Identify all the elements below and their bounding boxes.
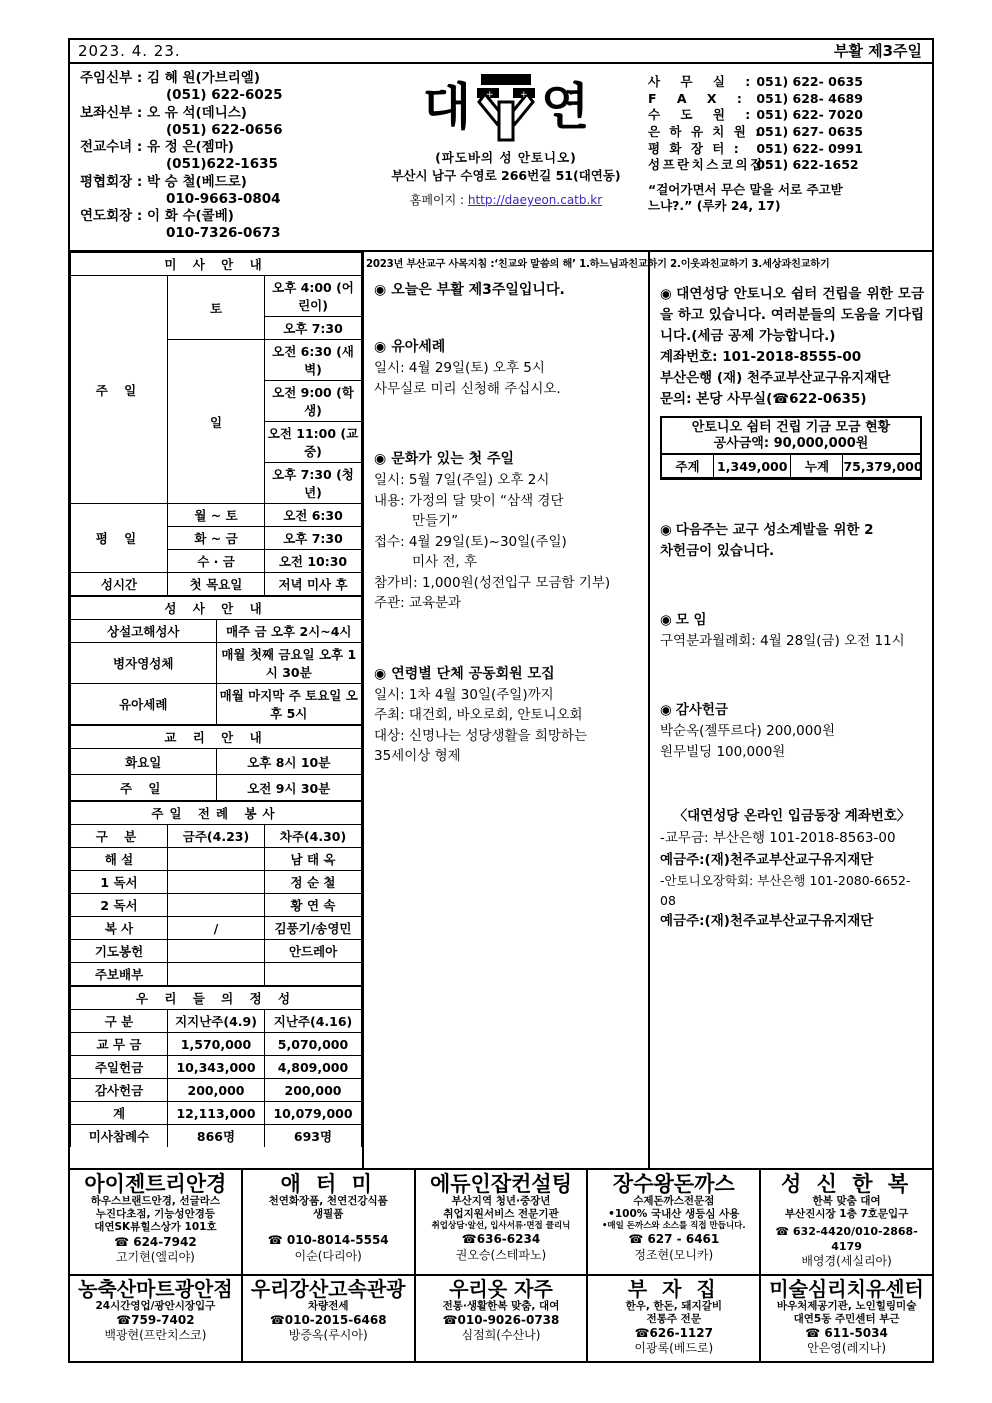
ad-name: 아이젠트리안경 xyxy=(84,1172,227,1197)
mass-schedule-table xyxy=(70,252,362,596)
sacrament-title: 성 사 안 내 xyxy=(71,597,362,620)
catechism-label-1: 주 일 xyxy=(71,775,217,801)
mass-sun-time-0: 오전 6:30 (새벽) xyxy=(265,340,362,381)
staff-name-4: 이 화 수(콜베) xyxy=(146,208,234,225)
staff-tel-0: (051) 622-6025 xyxy=(166,87,283,104)
left-column xyxy=(70,252,364,1168)
ad-desc-line: •100% 국내산 생등심 사용 xyxy=(608,1208,740,1221)
ad-desc-line: 생필품 xyxy=(312,1208,344,1221)
ad-desc-line: 전통·생활한복 맞춤, 대여 xyxy=(442,1299,560,1312)
homepage-label: 홈페이지 : xyxy=(409,193,465,207)
liturgy-role-4: 기도봉헌 xyxy=(71,940,168,963)
ad-desc-line: 전통주 전문 xyxy=(646,1312,701,1325)
mass-sun-time-3: 오후 7:30 (청년) xyxy=(265,463,362,504)
offering-v1-2: 200,000 xyxy=(168,1079,265,1102)
ad-name: 우리옷 자주 xyxy=(449,1276,553,1301)
fund-weekly-value: 1,349,000 xyxy=(714,454,791,478)
offering-v1-4: 866명 xyxy=(168,1125,265,1148)
offering-v2-0: 5,070,000 xyxy=(265,1033,362,1056)
liturgy-col-0: 구 분 xyxy=(71,825,168,848)
liturgy-role-2: 2 독서 xyxy=(71,894,168,917)
sacrament-label-1: 병자영성체 xyxy=(71,643,217,684)
notice-title-0: 오늘은 부활 제3주일입니다. xyxy=(391,282,565,298)
ad-phone: ☎ 611-5034 xyxy=(805,1325,888,1340)
parish-logo xyxy=(370,68,642,146)
offering-label-4: 미사참례수 xyxy=(71,1125,168,1148)
thanks-title: 감사헌금 xyxy=(675,701,728,718)
staff-role-3: 평협회장 : xyxy=(80,173,143,190)
online-account-line-0: -교무금: 부산은행 101-2018-8563-00 xyxy=(660,830,896,847)
bulletin-body xyxy=(70,252,932,1170)
staff-tel-4: 010-7326-0673 xyxy=(166,225,281,242)
sacrament-table xyxy=(70,596,362,725)
staff-role-1: 보좌신부 : xyxy=(80,104,143,121)
fund-title-line1: 안토니오 쉼터 건립 기금 모금 현황 xyxy=(691,419,891,435)
liturgy-this-3: / xyxy=(168,917,265,940)
notice-group-recruitment xyxy=(374,664,640,767)
svg-text:+: + xyxy=(486,90,494,100)
parish-identity xyxy=(370,64,642,250)
logo-char-right: 연 xyxy=(541,78,590,136)
meeting-title: 모 임 xyxy=(675,611,707,628)
notice-3-line-3: 35세이상 형제 xyxy=(374,748,461,765)
ad-contact-person: 배영경(세실리아) xyxy=(801,1253,892,1268)
offering-v2-3: 10,079,000 xyxy=(265,1102,362,1125)
thanks-line-1: 원무빌딩 100,000원 xyxy=(660,743,786,760)
ad-desc-line: 바우처제공기관, 노인힐링미술 xyxy=(776,1299,917,1312)
ad-phone: ☎ 624-7942 xyxy=(114,1234,197,1249)
contact-key-1: F A X : xyxy=(648,90,750,106)
notice-2-line-3: 접수: 4월 29일(토)~30일(주일) xyxy=(374,533,567,550)
ad-desc-line: 부산지역 청년·중장년 xyxy=(451,1195,551,1208)
bullet-icon: ◉ xyxy=(374,451,387,468)
ad-contact-person: 이광록(베드로) xyxy=(634,1341,714,1356)
ad-desc-line: 부산진시장 1층 7호문입구 xyxy=(784,1208,909,1221)
contact-val-1: 051) 628- 4689 xyxy=(756,90,863,106)
contact-block xyxy=(642,64,932,250)
liturgy-next-0: 남 태 옥 xyxy=(265,848,362,871)
ad-phone: ☎636-6234 xyxy=(461,1232,541,1246)
staff-tel-1: (051) 622-0656 xyxy=(166,121,283,138)
catechism-table xyxy=(70,725,362,801)
offering-label-3: 계 xyxy=(71,1102,168,1125)
notice-3-line-0: 일시: 1차 4월 30일(주일)까지 xyxy=(374,686,554,703)
offering-v2-1: 4,809,000 xyxy=(265,1056,362,1079)
ad-phone: ☎010-9026-0738 xyxy=(442,1312,560,1327)
staff-name-0: 김 혜 원(가브리엘) xyxy=(146,70,260,86)
pastoral-guideline-banner: 2023년 부산교구 사목지침 :‘친교와 말씀의 해’ 1.하느님과친교하기 2.이웃과친교하기 3.세상과친교하기 xyxy=(366,259,830,270)
ad-contact-person: 방증옥(루시아) xyxy=(288,1328,368,1343)
online-account-line-2: -안토니오장학회: 부산은행 101-2080-6652-08 xyxy=(660,873,911,909)
table-row xyxy=(71,1056,362,1079)
offering-col-1: 지지난주(4.9) xyxy=(168,1010,265,1033)
mass-sun-label: 일 xyxy=(168,340,265,504)
logo-char-left: 대 xyxy=(422,78,471,136)
liturgy-role-5: 주보배부 xyxy=(71,963,168,986)
ad-card[interactable] xyxy=(761,1170,932,1275)
notice-today xyxy=(374,280,640,301)
catechism-label-0: 화요일 xyxy=(71,749,217,775)
offering-label-0: 교 무 금 xyxy=(71,1033,168,1056)
fund-title-line2: 공사금액: 90,000,000원 xyxy=(713,435,869,451)
liturgy-this-2 xyxy=(168,894,265,917)
staff-list xyxy=(80,70,370,243)
mass-holyhour-time: 저녁 미사 후 xyxy=(265,573,362,596)
svg-text:+: + xyxy=(520,90,528,100)
ad-phone: ☎ 627 - 6461 xyxy=(628,1232,720,1246)
liturgy-col-1: 금주(4.23) xyxy=(168,825,265,848)
mass-schedule-title: 미 사 안 내 xyxy=(71,253,362,276)
ad-desc-line: 누진다초점, 기능성안경등 xyxy=(95,1208,215,1221)
franciscan-cross-icon xyxy=(473,72,539,142)
bullet-icon: ◉ xyxy=(374,665,387,682)
table-row xyxy=(71,848,362,871)
liturgy-col-2: 차주(4.30) xyxy=(265,825,362,848)
gospel-quote-line2: 느냐?.” (루카 24, 17) xyxy=(648,198,781,213)
ad-name: 애 터 미 xyxy=(280,1172,376,1197)
liturgy-next-3: 김풍기/송영민 xyxy=(265,917,362,940)
ad-card[interactable] xyxy=(416,1170,589,1275)
bullet-icon: ◉ xyxy=(660,286,673,302)
sacrament-value-2: 매월 마지막 주 토요일 오후 5시 xyxy=(216,684,362,725)
table-row xyxy=(71,917,362,940)
contact-val-0: 051) 622- 0635 xyxy=(756,74,863,89)
fund-weekly-label: 주계 xyxy=(662,454,714,478)
liturgy-role-0: 해 설 xyxy=(71,848,168,871)
mass-sat-label: 토 xyxy=(168,276,265,340)
ad-name: 성 신 한 복 xyxy=(781,1172,913,1197)
masthead xyxy=(70,64,932,252)
ad-desc-line: 취업상담·알선, 입사서류·면접 클리닉 xyxy=(431,1221,571,1232)
offering-v1-3: 12,113,000 xyxy=(168,1102,265,1125)
notice-culture-sunday xyxy=(374,449,640,614)
liturgy-service-table xyxy=(70,801,362,986)
homepage-link[interactable]: http://daeyeon.catb.kr xyxy=(467,193,603,207)
contact-key-2: 수 도 원 : xyxy=(648,107,759,123)
mass-weekday-time-0: 오전 6:30 xyxy=(265,504,362,527)
liturgy-next-1: 정 순 철 xyxy=(265,871,362,894)
gospel-quote xyxy=(648,182,924,215)
staff-tel-3: 010-9663-0804 xyxy=(166,190,281,207)
liturgy-title: 주일 전례 봉사 xyxy=(71,802,362,825)
notice-infant-baptism xyxy=(374,337,640,399)
offering-v2-2: 200,000 xyxy=(265,1079,362,1102)
ad-phone: ☎ 632-4420/010-2868-4179 xyxy=(775,1225,918,1253)
table-row xyxy=(71,871,362,894)
ad-name: 장수왕돈까스 xyxy=(612,1172,735,1197)
bullet-icon: ◉ xyxy=(660,611,672,628)
contact-key-0: 사 무 실 : xyxy=(648,74,759,89)
mass-weekday-label: 평 일 xyxy=(71,504,168,573)
fund-cumulative-value: 75,379,000 xyxy=(843,454,920,478)
ad-desc-line: 하우스브랜드안경, 선글라스 xyxy=(90,1195,221,1208)
liturgy-next-5 xyxy=(265,963,362,986)
contact-val-4: 051) 622- 0991 xyxy=(756,140,863,156)
ad-row-2 xyxy=(70,1276,932,1361)
advertisement-section xyxy=(70,1170,932,1361)
staff-block xyxy=(70,64,370,250)
ad-card[interactable] xyxy=(243,1276,416,1361)
ad-card[interactable] xyxy=(588,1170,761,1275)
second-collection-line1: 다음주는 교구 성소계발을 위한 2 xyxy=(675,522,874,539)
contact-val-5: 051) 622-1652 xyxy=(756,157,859,173)
staff-name-3: 박 승 철(베드로) xyxy=(146,173,247,190)
bullet-icon: ◉ xyxy=(374,339,387,355)
ad-contact-person: 백광현(프란치스코) xyxy=(104,1328,207,1343)
ad-phone: ☎759-7402 xyxy=(116,1312,195,1327)
mass-sat-time-0: 오후 4:00 (어린이) xyxy=(265,276,362,317)
ad-phone: ☎626-1127 xyxy=(634,1325,713,1340)
mass-sun-time-2: 오전 11:00 (교중) xyxy=(265,422,362,463)
online-account-line-3: 예금주:(재)천주교부산교구유지재단 xyxy=(660,913,874,930)
ad-name: 농축산마트광안점 xyxy=(78,1276,233,1301)
ad-desc-line: 한우, 한돈, 돼지갈비 xyxy=(625,1299,722,1312)
notice-3-line-2: 대상: 신명나는 성당생활을 희망하는 xyxy=(374,727,588,744)
catechism-value-0: 오후 8시 10분 xyxy=(216,749,362,775)
patron-saint: (파도바의 성 안토니오) xyxy=(435,150,577,165)
notice-1-line-0: 일시: 4월 29일(토) 오후 5시 xyxy=(374,360,545,376)
table-row xyxy=(71,1079,362,1102)
notice-2-line-2: 만들기” xyxy=(412,513,459,530)
catechism-value-1: 오전 9시 30분 xyxy=(216,775,362,801)
ad-card[interactable] xyxy=(588,1276,761,1361)
table-row xyxy=(71,940,362,963)
sacrament-value-0: 매주 금 오후 2시~4시 xyxy=(216,620,362,643)
staff-name-1: 오 유 석(데니스) xyxy=(146,104,247,121)
ad-desc-line: 대연5동 주민센터 부근 xyxy=(793,1312,900,1325)
mass-sun-time-1: 오전 9:00 (학생) xyxy=(265,381,362,422)
table-row xyxy=(71,894,362,917)
middle-notices xyxy=(364,274,648,767)
ad-contact-person: 권오승(스테파노) xyxy=(455,1247,547,1262)
meeting-line: 구역분과월례회: 4월 28일(금) 오전 11시 xyxy=(660,632,905,649)
mass-weekday-time-2: 오전 10:30 xyxy=(265,550,362,573)
staff-role-2: 전교수녀 : xyxy=(80,139,143,156)
staff-name-2: 유 정 은(젬마) xyxy=(146,139,234,156)
ad-phone: ☎010-2015-6468 xyxy=(269,1312,387,1327)
notice-3-line-1: 주최: 대건회, 바오로회, 안토니오회 xyxy=(374,707,583,724)
liturgy-this-5 xyxy=(168,963,265,986)
offering-table xyxy=(70,986,362,1147)
notice-meetings xyxy=(660,610,924,652)
ad-contact-person: 정조현(모니카) xyxy=(634,1247,714,1262)
ad-contact-person: 안은영(레지나) xyxy=(807,1341,887,1356)
offering-col-2: 지난주(4.16) xyxy=(265,1010,362,1033)
liturgy-next-2: 황 연 속 xyxy=(265,894,362,917)
staff-role-0: 주임신부 : xyxy=(80,70,143,86)
liturgy-role-3: 복 사 xyxy=(71,917,168,940)
issue-date: 2023. 4. 23. xyxy=(78,41,181,60)
ad-card[interactable] xyxy=(761,1276,932,1361)
date-bar xyxy=(70,40,932,64)
notice-1-line-1: 사무실로 미리 신청해 주십시오. xyxy=(374,380,561,397)
ad-card[interactable] xyxy=(70,1276,243,1361)
ad-name: 미술심리치유센터 xyxy=(769,1276,924,1301)
notice-title-1: 유아세례 xyxy=(391,339,446,355)
ad-desc-line: 한복 맞춤 대여 xyxy=(812,1195,881,1208)
online-account-block xyxy=(660,806,924,932)
shelter-bank: 부산은행 (재) 천주교부산교구유지재단 xyxy=(660,369,891,386)
notice-title-3: 연령별 단체 공동회원 모집 xyxy=(391,665,555,682)
ad-desc-line: 24시간영업/광안시장입구 xyxy=(95,1299,216,1312)
sacrament-label-2: 유아세례 xyxy=(71,684,217,725)
ad-card[interactable] xyxy=(70,1170,243,1275)
contact-val-3: 051) 627- 0635 xyxy=(756,123,863,139)
ad-desc-line: 대연SK뷰힐스상가 101호 xyxy=(94,1221,217,1234)
offering-title: 우 리 들 의 정 성 xyxy=(71,987,362,1010)
staff-role-4: 연도회장 : xyxy=(80,208,143,225)
mass-weekday-time-1: 오후 7:30 xyxy=(265,527,362,550)
table-row xyxy=(71,1033,362,1056)
liturgy-this-0 xyxy=(168,848,265,871)
right-column xyxy=(650,252,932,1168)
offering-v1-0: 1,570,000 xyxy=(168,1033,265,1056)
ad-desc-line: •매일 돈까스와 소스를 직접 만듭니다. xyxy=(601,1221,746,1232)
liturgical-season: 부활 제3주일 xyxy=(833,42,922,60)
mass-weekday-day-2: 수 · 금 xyxy=(168,550,265,573)
shelter-inquiry: 문의: 본당 사무실(☎622-0635) xyxy=(660,390,867,407)
mass-weekday-day-0: 월 ~ 토 xyxy=(168,504,265,527)
contact-list xyxy=(648,74,924,174)
contact-key-3: 은 하 유 치 원 : xyxy=(648,123,763,139)
liturgy-this-1 xyxy=(168,871,265,894)
notice-2-line-6: 주관: 교육분과 xyxy=(374,595,462,612)
offering-label-1: 주일헌금 xyxy=(71,1056,168,1079)
online-account-title: 〈대연성당 온라인 입금동장 계좌번호〉 xyxy=(673,808,911,825)
offering-col-0: 구 분 xyxy=(71,1010,168,1033)
staff-tel-2: (051)622-1635 xyxy=(166,156,278,173)
ad-card[interactable] xyxy=(243,1170,416,1275)
notice-thanksgiving-offering xyxy=(660,700,924,763)
table-row xyxy=(71,1102,362,1125)
ad-name: 에듀인잡컨설팅 xyxy=(429,1172,572,1197)
notice-shelter-fundraising xyxy=(660,284,924,410)
mass-holyhour-day: 첫 목요일 xyxy=(168,573,265,596)
bulletin-frame xyxy=(68,38,934,1363)
notice-2-line-0: 일시: 5월 7일(주일) 오후 2시 xyxy=(374,472,550,489)
contact-key-5: 성프란치스코의집: xyxy=(648,157,773,173)
right-notices xyxy=(650,252,932,933)
sacrament-value-1: 매월 첫째 금요일 오후 1시 30분 xyxy=(216,643,362,684)
contact-val-2: 051) 622- 7020 xyxy=(756,107,863,123)
notice-title-2: 문화가 있는 첫 주일 xyxy=(391,451,515,468)
ad-desc-line: 차량전세 xyxy=(307,1299,349,1312)
thanks-line-0: 박순옥(젤뚜르다) 200,000원 xyxy=(660,722,835,739)
notice-second-collection xyxy=(660,520,924,562)
shelter-paragraph: 대연성당 안토니오 쉼터 건립을 위한 모금을 하고 있습니다. 여러분들의 도움을 기다립니다.(세금 공제 가능합니다.) xyxy=(660,286,925,344)
bullet-icon: ◉ xyxy=(660,522,672,539)
parish-address: 부산시 남구 수영로 266번길 51(대연동) xyxy=(391,168,621,183)
table-row xyxy=(71,963,362,986)
ad-contact-person: 고기현(엘리야) xyxy=(115,1250,195,1265)
ad-card[interactable] xyxy=(416,1276,589,1361)
ad-desc-line: 취업지원서비스 전문기관 xyxy=(443,1208,559,1221)
notice-2-line-5: 참가비: 1,000원(성전입구 모금함 기부) xyxy=(374,574,611,591)
offering-v1-1: 10,343,000 xyxy=(168,1056,265,1079)
mass-sat-time-1: 오후 7:30 xyxy=(265,317,362,340)
mass-weekday-day-1: 화 ~ 금 xyxy=(168,527,265,550)
liturgy-next-4: 안드레아 xyxy=(265,940,362,963)
homepage-row xyxy=(370,191,642,208)
ad-desc-line: 천연화장품, 천연건강식품 xyxy=(268,1195,388,1208)
ad-desc-line: 수제돈까스전문점 xyxy=(633,1195,715,1208)
table-row xyxy=(662,454,920,478)
liturgy-role-1: 1 독서 xyxy=(71,871,168,894)
ad-name: 우리강산고속관광 xyxy=(250,1276,406,1301)
notice-2-line-4: 미사 전, 후 xyxy=(412,554,478,571)
second-collection-line2: 차헌금이 있습니다. xyxy=(660,542,775,559)
ad-row-1 xyxy=(70,1170,932,1275)
fund-progress-table xyxy=(660,416,922,481)
mass-sunday-label: 주 일 xyxy=(71,276,168,504)
ad-phone: ☎ 010-8014-5554 xyxy=(267,1233,389,1248)
notice-2-line-1: 내용: 가정의 달 맞이 “삼색 경단 xyxy=(374,492,564,509)
ad-contact-person: 이순(다리아) xyxy=(294,1248,362,1263)
catechism-title: 교 리 안 내 xyxy=(71,726,362,749)
sacrament-label-0: 상설고해성사 xyxy=(71,620,217,643)
offering-label-2: 감사헌금 xyxy=(71,1079,168,1102)
gospel-quote-line1: “걸어가면서 무슨 말을 서로 주고받 xyxy=(648,181,843,197)
shelter-account: 계좌번호: 101-2018-8555-00 xyxy=(660,348,862,365)
ad-contact-person: 심점희(수산나) xyxy=(461,1328,541,1343)
ad-name: 부 자 집 xyxy=(627,1276,720,1301)
bullet-icon: ◉ xyxy=(374,282,387,298)
mass-holyhour-label: 성시간 xyxy=(71,573,168,596)
contact-key-4: 평 화 장 터 : xyxy=(648,140,742,156)
bullet-icon: ◉ xyxy=(660,701,672,718)
table-row xyxy=(71,1125,362,1148)
fund-cumulative-label: 누계 xyxy=(791,454,843,478)
online-account-line-1: 예금주:(재)천주교부산교구유지재단 xyxy=(660,851,874,868)
offering-v2-4: 693명 xyxy=(265,1125,362,1148)
liturgy-this-4 xyxy=(168,940,265,963)
